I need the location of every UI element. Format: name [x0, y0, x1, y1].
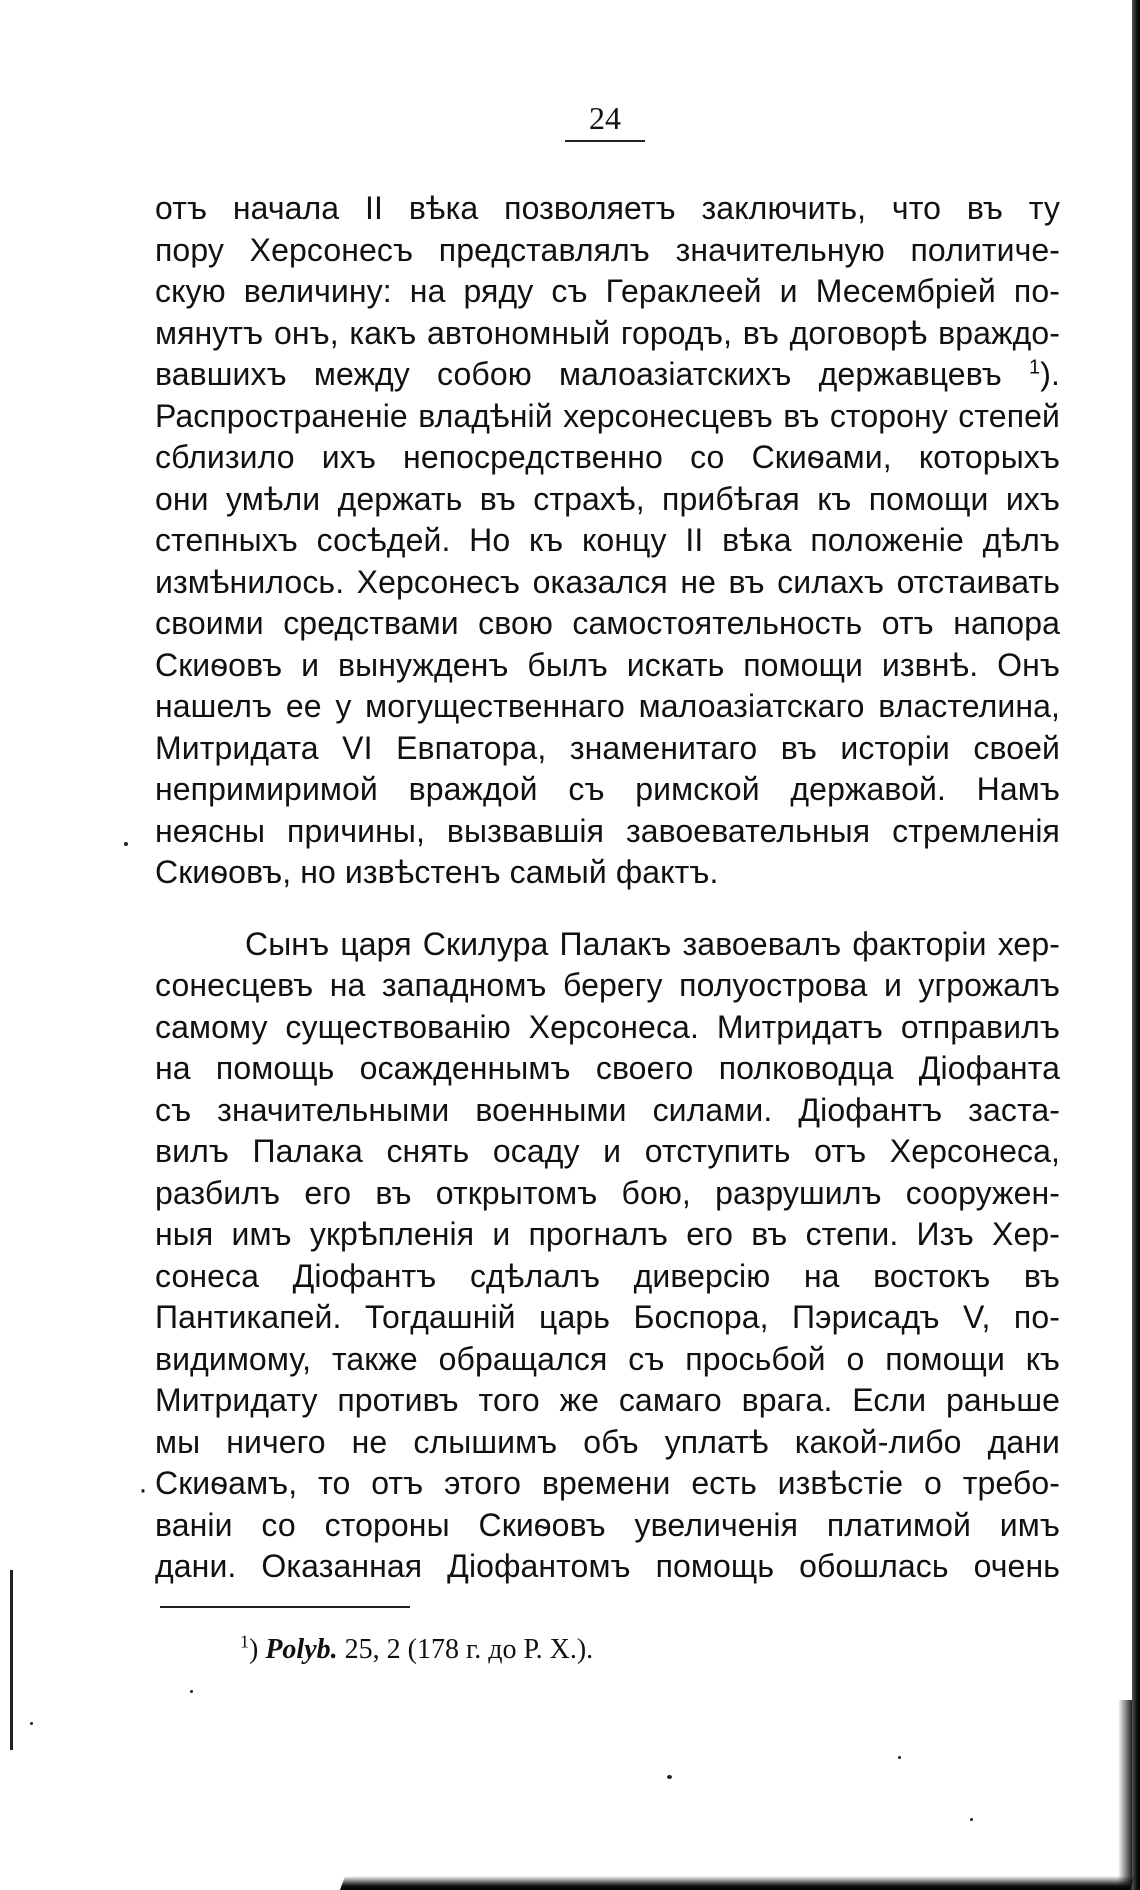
text-line: ныя имъ укрѣпленія и прогналъ его въ степи. Изъ Хер- — [155, 1216, 1060, 1252]
text-line: на помощь осажденнымъ своего полководца Діофанта — [155, 1050, 1060, 1086]
footnote-reference-suffix: ). — [1040, 356, 1060, 392]
text-line: разбилъ его въ открытомъ бою, разрушилъ сооружен- — [155, 1174, 1060, 1211]
scan-speck — [124, 842, 128, 846]
text-line: мы ничего не слышимъ объ уплатѣ какой-либо дани — [155, 1423, 1060, 1460]
text-line: своими средствами свою самостоятельность отъ напора — [155, 605, 1060, 641]
scan-shadow-right — [1118, 1700, 1132, 1890]
footnote-source: Polyb. — [265, 1634, 338, 1665]
body-text — [155, 188, 1060, 1588]
footnote-marker: 1 — [240, 1631, 249, 1652]
margin-mark: · — [138, 1473, 148, 1506]
scan-speck — [667, 1775, 672, 1779]
paragraph-1 — [155, 188, 1060, 894]
scan-speck — [30, 1722, 33, 1725]
text-line: сонеса Діофантъ сдѣлалъ диверсію на востокъ въ — [155, 1257, 1060, 1294]
text-line: нашелъ ее у могущественнаго малоазіатскаго властелина, — [155, 688, 1060, 724]
text-line-with-footnote-ref — [155, 354, 1060, 396]
text-line: ваніи со стороны Скиѳовъ увеличенія платимой имъ — [155, 1506, 1060, 1543]
paragraph-2 — [155, 924, 1060, 1588]
text-line: измѣнилось. Херсонесъ оказался не въ силахъ отстаивать — [155, 563, 1060, 600]
text-line-content: вавшихъ между собою малоазіатскихъ державцевъ — [155, 356, 1002, 392]
text-line: Сынъ царя Скилура Палакъ завоевалъ факторіи хер- — [245, 925, 1060, 962]
footnote-marker-close: ) — [249, 1634, 259, 1665]
scan-speck — [898, 1756, 901, 1759]
scan-edge-right — [1132, 0, 1140, 1890]
footnote-separator — [160, 1606, 410, 1608]
text-line: неясны причины, вызвавшія завоевательныя стремленія — [155, 812, 1060, 849]
text-line: пору Херсонесъ представлялъ значительную политиче- — [155, 231, 1060, 268]
text-line: Митридата VI Евпатора, знаменитаго въ исторіи своей — [155, 729, 1060, 766]
page-number-underline — [565, 140, 645, 142]
text-line: вилъ Палака снять осаду и отступить отъ Херсонеса, — [155, 1133, 1060, 1169]
footnote-citation: 25, 2 (178 г. до Р. Х.). — [337, 1634, 594, 1665]
scan-edge-bottom — [340, 1876, 1135, 1890]
text-line: непримиримой враждой съ римской державой. Намъ — [155, 771, 1060, 807]
text-line: съ значительными военными силами. Діофантъ заста- — [155, 1091, 1060, 1128]
scan-edge-left — [10, 1570, 13, 1750]
text-line: Распространеніе владѣній херсонесцевъ въ сторону степей — [155, 397, 1060, 434]
text-line: Скиѳамъ, то отъ этого времени есть извѣстіе о требо- — [155, 1465, 1060, 1501]
scan-speck — [190, 1690, 193, 1693]
text-line: Митридату противъ того же самаго врага. Если раньше — [155, 1382, 1060, 1418]
text-line: сонесцевъ на западномъ берегу полуострова и угрожалъ — [155, 967, 1060, 1003]
footnote — [240, 1632, 593, 1668]
scan-speck — [970, 1818, 973, 1821]
text-line: отъ начала II вѣка позволяетъ заключить, что въ ту — [155, 190, 1060, 226]
text-line: сблизило ихъ непосредственно со Скиѳами, которыхъ — [155, 439, 1060, 475]
text-line: Скиѳовъ и вынужденъ былъ искать помощи извнѣ. Онъ — [155, 646, 1060, 683]
text-line: скую величину: на ряду съ Гераклеей и Месембріей по- — [155, 273, 1060, 309]
text-line: Пантикапей. Тогдашній царь Боспора, Пэрисадъ V, по- — [155, 1299, 1060, 1335]
text-line: самому существованію Херсонеса. Митридатъ отправилъ — [155, 1008, 1060, 1045]
text-line: мянутъ онъ, какъ автономный городъ, въ договорѣ враждо- — [155, 314, 1060, 351]
paragraph-gap — [155, 894, 1060, 924]
page-number: 24 — [589, 100, 621, 136]
text-line: степныхъ сосѣдей. Но къ концу II вѣка положеніе дѣлъ — [155, 522, 1060, 558]
footnote-reference[interactable]: 1 — [1029, 356, 1041, 379]
text-line: Скиѳовъ, но извѣстенъ самый фактъ. — [155, 854, 719, 890]
text-line: видимому, также обращался съ просьбой о помощи къ — [155, 1340, 1060, 1377]
text-line: дани. Оказанная Діофантомъ помощь обошлась очень — [155, 1548, 1060, 1584]
text-line: они умѣли держать въ страхѣ, прибѣгая къ помощи ихъ — [155, 480, 1060, 517]
